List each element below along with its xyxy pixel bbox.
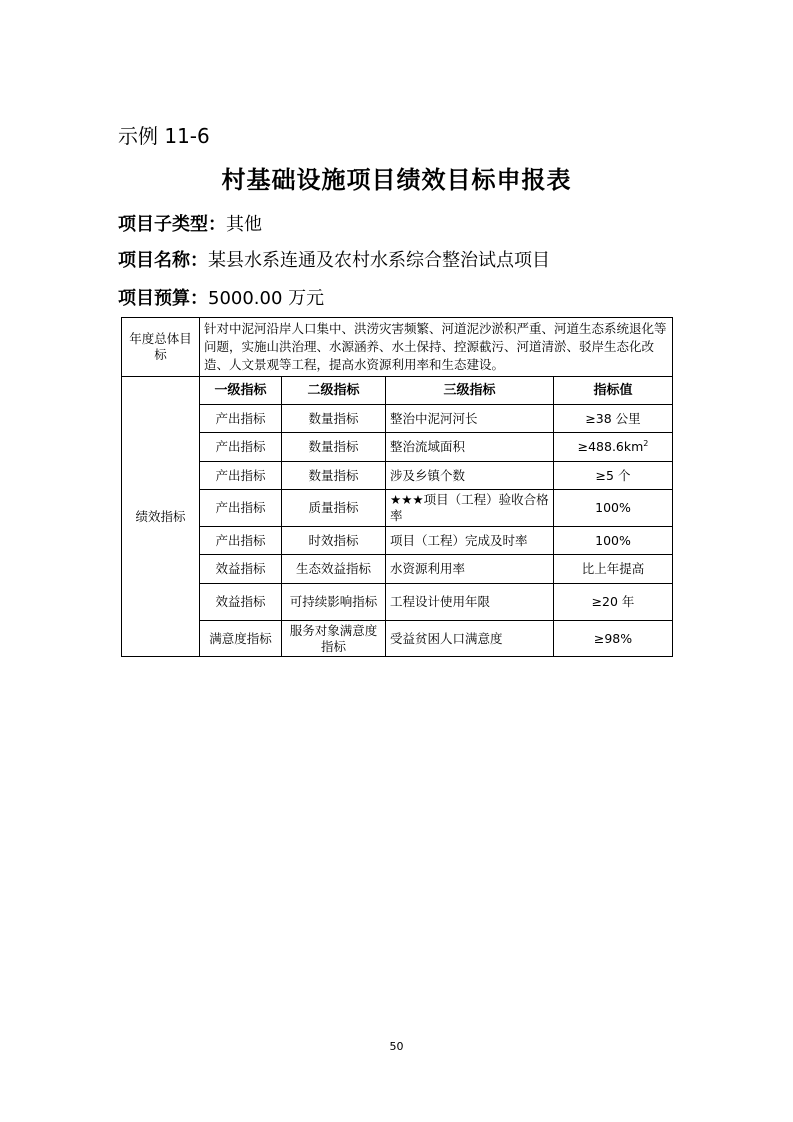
performance-target-table: [121, 317, 673, 657]
cell-value: ≥98%: [554, 621, 673, 657]
cell-level3: 涉及乡镇个数: [386, 462, 554, 490]
cell-value: ≥20 年: [554, 584, 673, 621]
performance-indicator-label: 绩效指标: [122, 377, 200, 657]
table-row: [122, 584, 673, 621]
cell-value-superscript: 2: [643, 438, 649, 448]
cell-level3: 项目（工程）完成及时率: [386, 527, 554, 555]
project-name-label: 项目名称：: [118, 250, 208, 271]
table-row: [122, 433, 673, 462]
cell-level1: 效益指标: [200, 555, 282, 584]
cell-level2: 生态效益指标: [282, 555, 386, 584]
cell-level3: 水资源利用率: [386, 555, 554, 584]
annual-target-text: 针对中泥河沿岸人口集中、洪涝灾害频繁、河道泥沙淤积严重、河道生态系统退化等问题，实施山洪治理、水源涵养、水土保持、控源截污、河道清淤、驳岸生态化改造、人文景观等工程，提高水资源利用率和生态建设。: [200, 318, 673, 377]
project-subtype-line: [118, 210, 262, 236]
cell-value: ≥38 公里: [554, 405, 673, 433]
example-number: 示例 11-6: [118, 124, 210, 148]
project-name-value: 某县水系连通及农村水系综合整治试点项目: [208, 250, 550, 271]
cell-level2: 数量指标: [282, 405, 386, 433]
table-header-row: [122, 377, 673, 405]
cell-value: ≥5 个: [554, 462, 673, 490]
project-subtype-label: 项目子类型：: [118, 214, 226, 235]
cell-level1: 效益指标: [200, 584, 282, 621]
table-row: [122, 621, 673, 657]
cell-level2: 数量指标: [282, 462, 386, 490]
project-subtype-value: 其他: [226, 214, 262, 235]
header-level2: 二级指标: [282, 377, 386, 405]
table-row: [122, 405, 673, 433]
cell-level1: 产出指标: [200, 527, 282, 555]
annual-target-label: 年度总体目标: [122, 318, 200, 377]
page-number: 50: [389, 1040, 404, 1053]
project-budget-line: [118, 284, 324, 310]
table-row: [122, 527, 673, 555]
table-row: [122, 555, 673, 584]
cell-level1: 产出指标: [200, 405, 282, 433]
cell-level1: 产出指标: [200, 433, 282, 462]
cell-level2: 可持续影响指标: [282, 584, 386, 621]
table-row: [122, 462, 673, 490]
project-budget-label: 项目预算：: [118, 288, 208, 309]
cell-level3: 整治流域面积: [386, 433, 554, 462]
table-row: [122, 490, 673, 527]
header-value: 指标值: [554, 377, 673, 405]
project-budget-value: 5000.00 万元: [208, 288, 325, 309]
header-level3: 三级指标: [386, 377, 554, 405]
annual-target-row: [122, 318, 673, 377]
project-name-line: [118, 246, 550, 272]
cell-level1: 产出指标: [200, 490, 282, 527]
cell-level1: 满意度指标: [200, 621, 282, 657]
cell-value: 100%: [554, 527, 673, 555]
cell-value: 比上年提高: [554, 555, 673, 584]
cell-value-text: ≥488.6km: [577, 439, 644, 454]
cell-level3: ★★★项目（工程）验收合格率: [386, 490, 554, 527]
cell-level2: 质量指标: [282, 490, 386, 527]
cell-level2: 数量指标: [282, 433, 386, 462]
cell-level1: 产出指标: [200, 462, 282, 490]
cell-level3: 工程设计使用年限: [386, 584, 554, 621]
cell-level3: 受益贫困人口满意度: [386, 621, 554, 657]
cell-value: [554, 433, 673, 462]
cell-level3: 整治中泥河河长: [386, 405, 554, 433]
cell-value: 100%: [554, 490, 673, 527]
document-title: 村基础设施项目绩效目标申报表: [221, 166, 572, 194]
header-level1: 一级指标: [200, 377, 282, 405]
cell-level2: 服务对象满意度指标: [282, 621, 386, 657]
cell-level2: 时效指标: [282, 527, 386, 555]
